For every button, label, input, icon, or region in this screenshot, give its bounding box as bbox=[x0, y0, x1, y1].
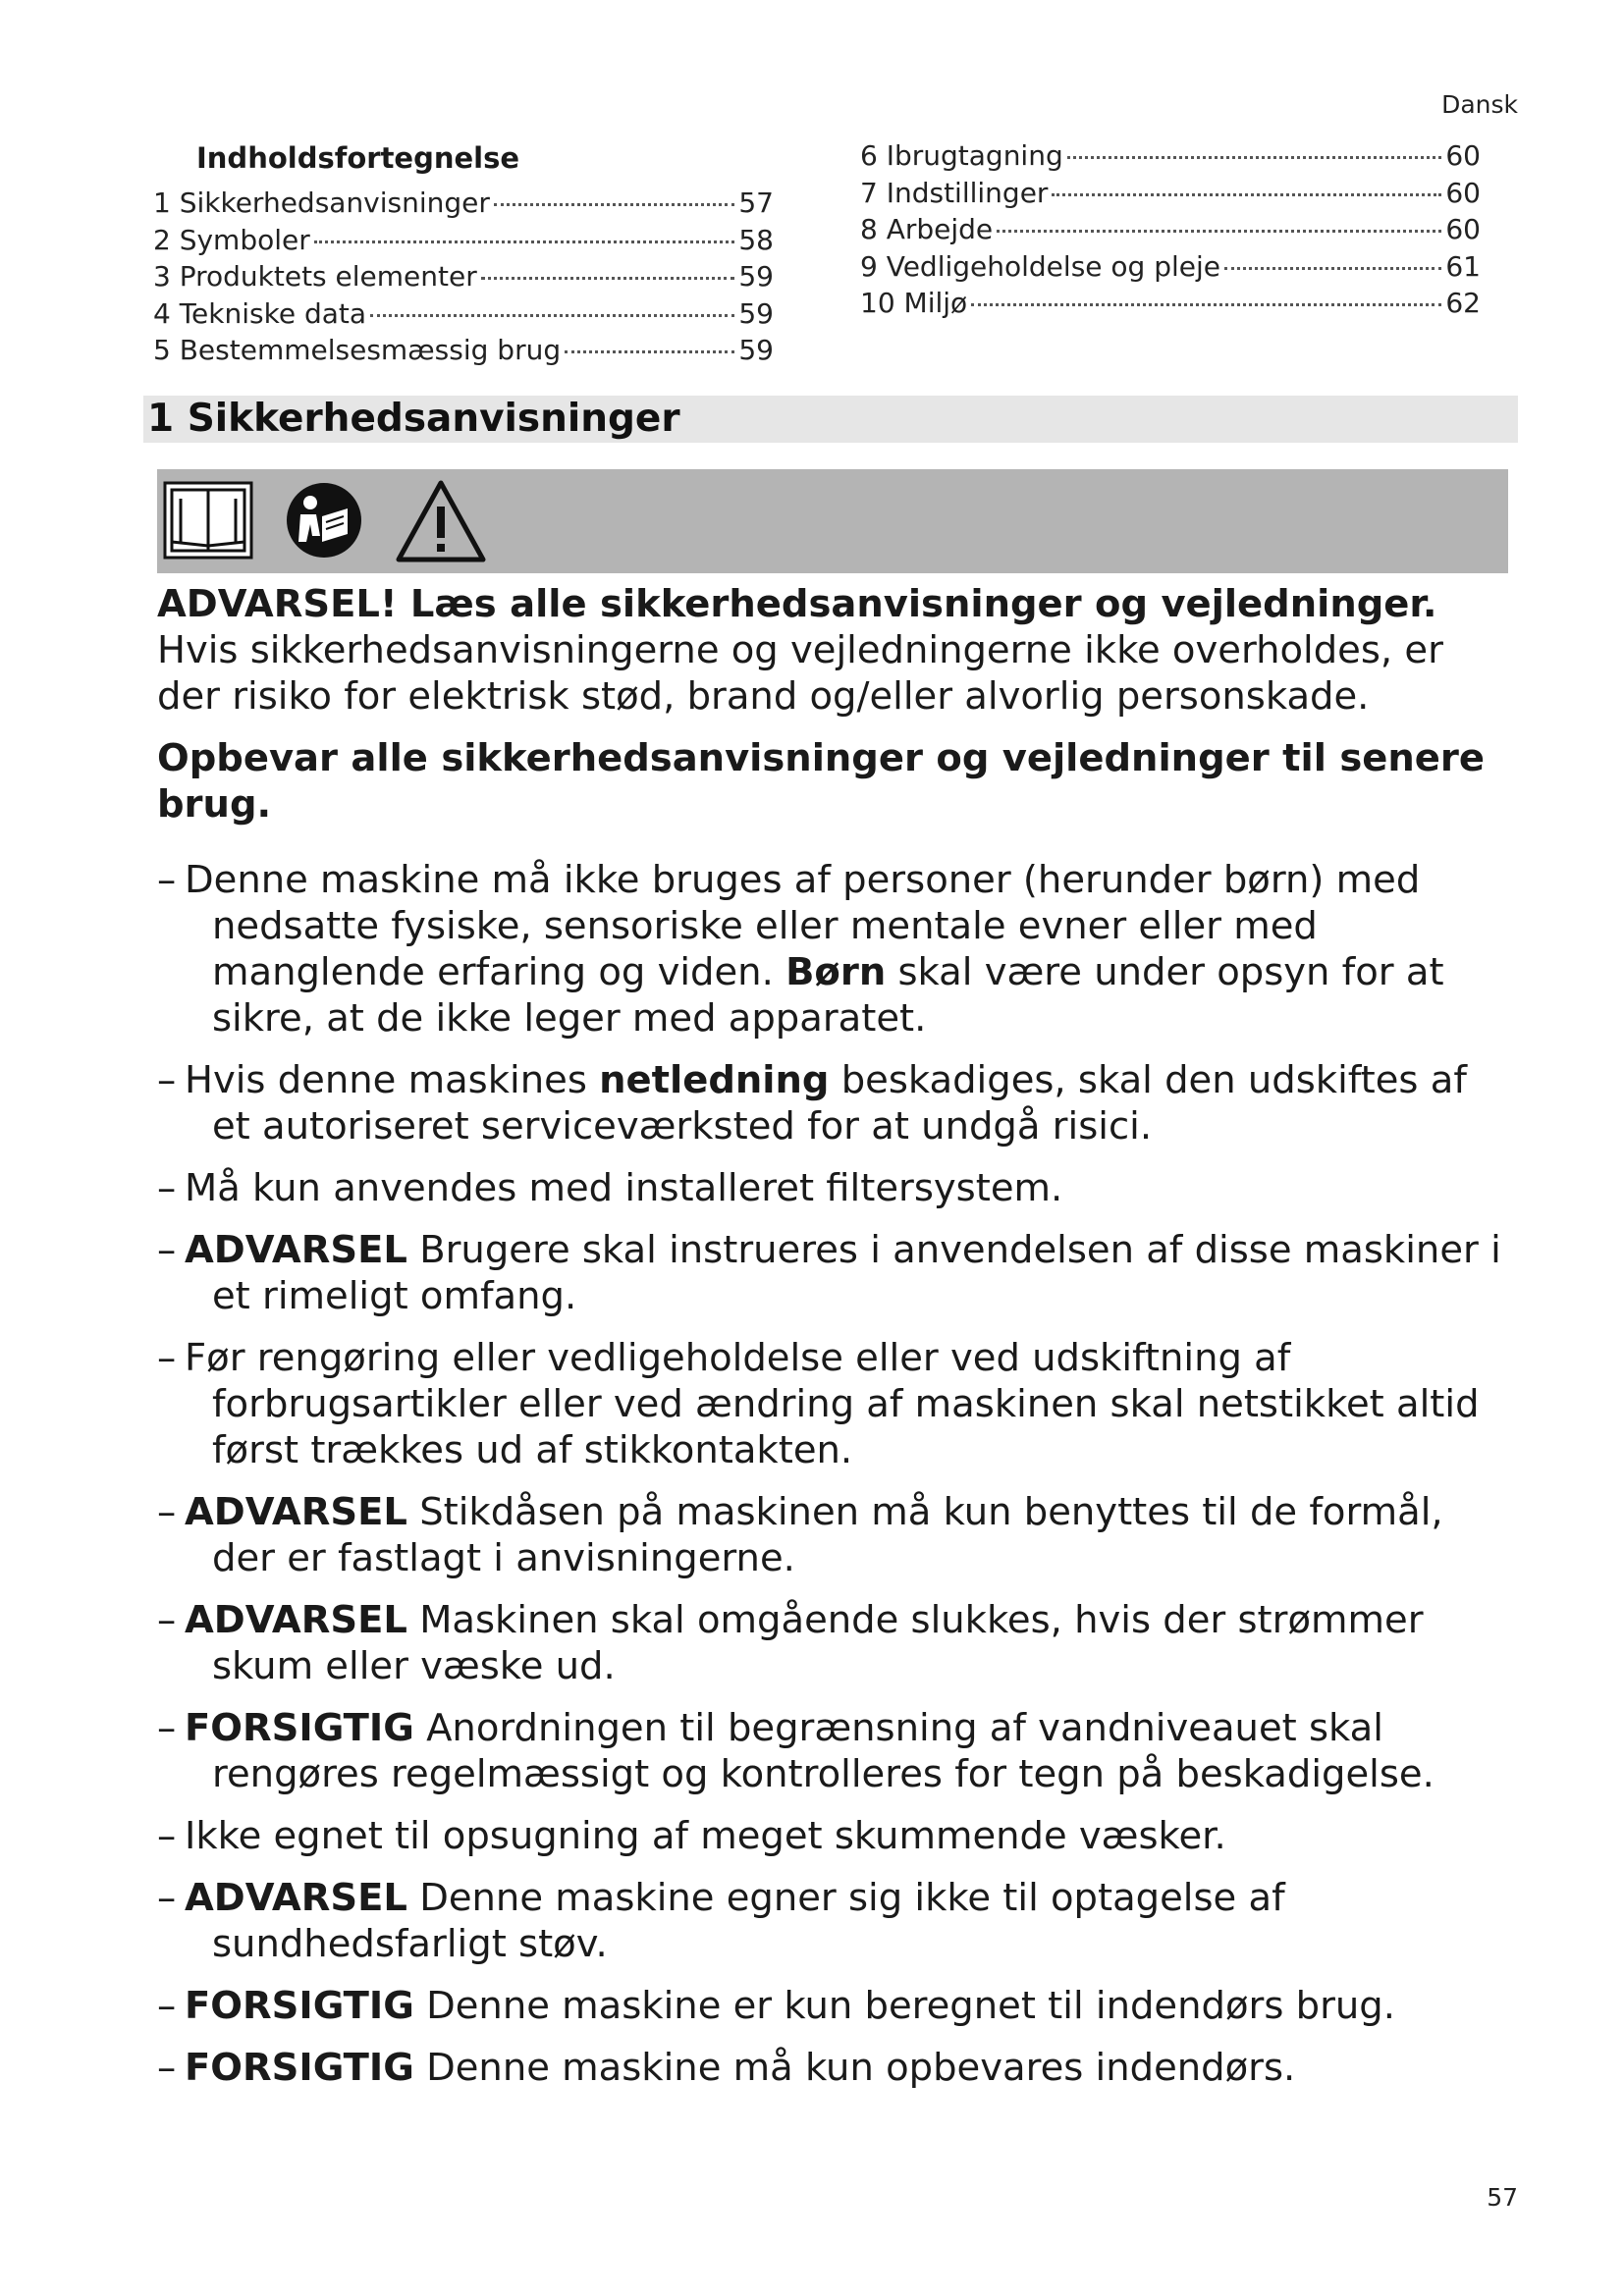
toc-entry-label: 8 Arbejde bbox=[860, 213, 994, 245]
list-item bbox=[157, 857, 1508, 1041]
toc-leader-dots bbox=[494, 203, 734, 206]
language-label: Dansk bbox=[1441, 90, 1518, 119]
toc-left-column bbox=[153, 187, 774, 371]
toc-entry-label: 5 Bestemmelsesmæssig brug bbox=[153, 334, 562, 366]
toc-entry-page: 60 bbox=[1445, 139, 1481, 172]
toc-leader-dots bbox=[565, 350, 734, 353]
item-text: Ikke egnet til opsugning af meget skummende væsker. bbox=[185, 1814, 1226, 1858]
toc-entry[interactable] bbox=[860, 287, 1481, 324]
item-text: Må kun anvendes med installeret filtersystem. bbox=[185, 1166, 1063, 1210]
list-dash: – bbox=[157, 2046, 177, 2090]
toc-entry[interactable] bbox=[860, 250, 1481, 288]
item-emphasis: FORSIGTIG bbox=[185, 1706, 414, 1750]
keep-instructions-note: Opbevar alle sikkerhedsanvisninger og vejledninger til senere brug. bbox=[157, 736, 1485, 827]
toc-entry[interactable] bbox=[153, 297, 774, 335]
warning-heading: ADVARSEL! Læs alle sikkerhedsanvisninger og vejledninger. bbox=[157, 582, 1437, 626]
item-emphasis: ADVARSEL bbox=[185, 1876, 407, 1920]
toc-leader-dots bbox=[314, 240, 735, 243]
toc-entry-page: 62 bbox=[1445, 287, 1481, 319]
toc-right-column bbox=[860, 139, 1481, 324]
toc-entry[interactable] bbox=[860, 139, 1481, 177]
toc-leader-dots bbox=[370, 314, 734, 317]
item-emphasis: ADVARSEL bbox=[185, 1228, 407, 1272]
list-dash: – bbox=[157, 1706, 177, 1750]
toc-entry-page: 59 bbox=[738, 260, 774, 293]
toc-entry-page: 58 bbox=[738, 223, 774, 256]
safety-content bbox=[157, 581, 1508, 2107]
toc-entry[interactable] bbox=[153, 260, 774, 297]
list-item bbox=[157, 1875, 1508, 1967]
safety-icon-band bbox=[157, 469, 1508, 573]
list-dash: – bbox=[157, 1876, 177, 1920]
toc-entry[interactable] bbox=[860, 213, 1481, 250]
item-text: Denne maskine må ikke bruges af personer (herunder børn) med nedsatte fysiske, sensoriske eller mentale evner eller med manglende erfaring og viden. bbox=[185, 858, 1421, 994]
item-emphasis: FORSIGTIG bbox=[185, 1984, 414, 2028]
list-dash: – bbox=[157, 858, 177, 902]
toc-entry-page: 57 bbox=[738, 187, 774, 219]
list-dash: – bbox=[157, 1490, 177, 1534]
list-item bbox=[157, 1813, 1508, 1859]
list-item bbox=[157, 1227, 1508, 1319]
toc-leader-dots bbox=[1052, 193, 1441, 196]
list-dash: – bbox=[157, 1336, 177, 1380]
section-title: 1 Sikkerhedsanvisninger bbox=[143, 396, 1518, 443]
toc-leader-dots bbox=[1067, 156, 1442, 159]
toc-entry-page: 59 bbox=[738, 334, 774, 366]
toc-entry-page: 61 bbox=[1445, 249, 1481, 283]
toc-leader-dots bbox=[481, 277, 735, 280]
list-dash: – bbox=[157, 1984, 177, 2028]
list-item bbox=[157, 1597, 1508, 1689]
toc-leader-dots bbox=[1224, 267, 1441, 270]
item-text-end: Anordningen til begrænsning af vandniveauet skal rengøres regelmæssigt og kontrolleres for tegn på beskadigelse. bbox=[212, 1706, 1435, 1796]
list-dash: – bbox=[157, 1058, 177, 1102]
toc-entry[interactable] bbox=[153, 224, 774, 261]
read-instructions-icon bbox=[283, 479, 365, 561]
list-dash: – bbox=[157, 1228, 177, 1272]
item-text-end: Brugere skal instrueres i anvendelsen af disse maskiner i et rimeligt omfang. bbox=[212, 1228, 1501, 1318]
toc-entry-label: 4 Tekniske data bbox=[153, 296, 367, 330]
item-text: Før rengøring eller vedligeholdelse eller ved udskiftning af forbrugsartikler eller ved ændring af maskinen skal netstikket altid først trækkes ud af stikkontakten. bbox=[185, 1336, 1480, 1472]
item-text-end: Denne maskine må kun opbevares indendørs. bbox=[413, 2046, 1296, 2090]
toc-entry-label: 2 Symboler bbox=[153, 223, 310, 256]
list-dash: – bbox=[157, 1814, 177, 1858]
item-text-end: skal være under opsyn for at sikre, at de ikke leger med apparatet. bbox=[212, 950, 1444, 1041]
toc-heading: Indholdsfortegnelse bbox=[196, 141, 520, 175]
item-emphasis: ADVARSEL bbox=[185, 1598, 407, 1642]
item-text-end: Denne maskine egner sig ikke til optagelse af sundhedsfarligt støv. bbox=[212, 1876, 1285, 1966]
list-item bbox=[157, 2045, 1508, 2091]
item-emphasis: FORSIGTIG bbox=[185, 2046, 414, 2090]
item-emphasis: ADVARSEL bbox=[185, 1490, 407, 1534]
item-text-end: beskadiges, skal den udskiftes af et autoriseret serviceværksted for at undgå risici. bbox=[212, 1058, 1467, 1148]
toc-entry-label: 1 Sikkerhedsanvisninger bbox=[153, 187, 490, 219]
list-item bbox=[157, 1057, 1508, 1149]
toc-leader-dots bbox=[997, 230, 1441, 233]
list-item bbox=[157, 1983, 1508, 2029]
toc-entry[interactable] bbox=[153, 334, 774, 371]
toc-entry-label: 7 Indstillinger bbox=[860, 176, 1049, 209]
toc-entry-page: 59 bbox=[738, 296, 774, 330]
list-item bbox=[157, 1335, 1508, 1473]
list-dash: – bbox=[157, 1166, 177, 1210]
list-item bbox=[157, 1165, 1508, 1211]
item-emphasis: Børn bbox=[785, 950, 887, 994]
warning-text: Hvis sikkerhedsanvisningerne og vejledningerne ikke overholdes, er der risiko for elektrisk stød, brand og/eller alvorlig personskade. bbox=[157, 628, 1443, 719]
toc-leader-dots bbox=[971, 303, 1441, 306]
toc-entry-label: 10 Miljø bbox=[860, 287, 968, 319]
item-text-end: Denne maskine er kun beregnet til indendørs brug. bbox=[413, 1984, 1395, 2028]
item-text: Hvis denne maskines bbox=[185, 1058, 600, 1102]
warning-triangle-icon bbox=[395, 479, 487, 563]
safety-list bbox=[157, 857, 1508, 2091]
list-dash: – bbox=[157, 1598, 177, 1642]
list-item bbox=[157, 1489, 1508, 1581]
toc-entry-label: 6 Ibrugtagning bbox=[860, 139, 1063, 172]
item-text-end: Maskinen skal omgående slukkes, hvis der strømmer skum eller væske ud. bbox=[212, 1598, 1424, 1688]
toc-entry-label: 3 Produktets elementer bbox=[153, 260, 477, 293]
toc-entry-label: 9 Vedligeholdelse og pleje bbox=[860, 249, 1220, 283]
toc-entry[interactable] bbox=[153, 187, 774, 224]
item-text-end: Stikdåsen på maskinen må kun benyttes til de formål, der er fastlagt i anvisningerne. bbox=[212, 1490, 1443, 1580]
item-emphasis: netledning bbox=[599, 1058, 830, 1102]
list-item bbox=[157, 1705, 1508, 1797]
general-warning bbox=[157, 581, 1508, 720]
toc-entry[interactable] bbox=[860, 177, 1481, 214]
read-manual-icon bbox=[163, 479, 253, 561]
page-number: 57 bbox=[1487, 2183, 1518, 2212]
toc-entry-page: 60 bbox=[1445, 213, 1481, 245]
toc-entry-page: 60 bbox=[1445, 176, 1481, 209]
